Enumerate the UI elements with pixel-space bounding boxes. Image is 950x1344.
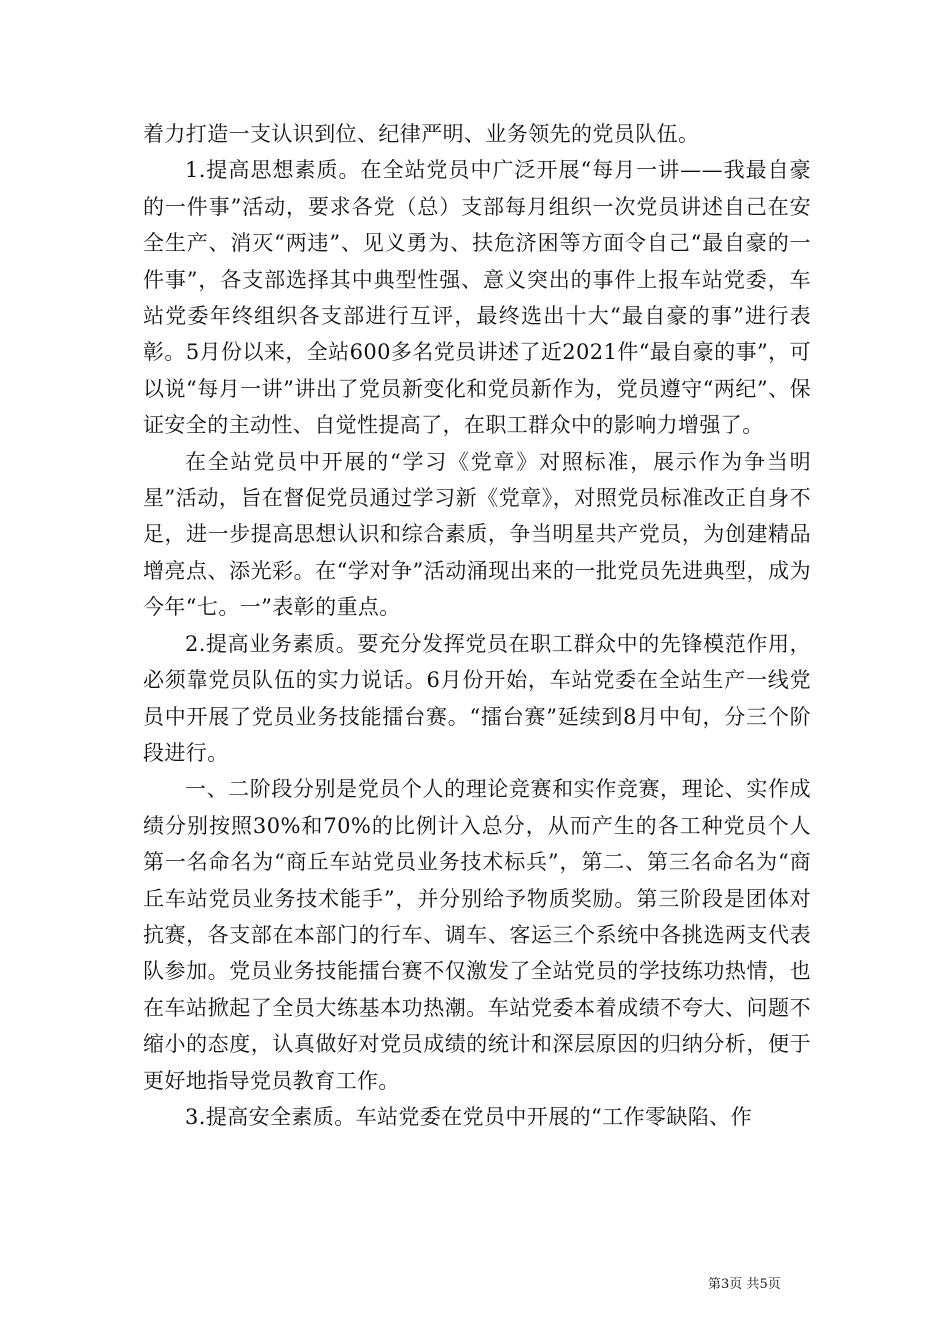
paragraph-party-constitution-activity: 在全站党员中开展的“学习《党章》对照标准，展示作为争当明星”活动，旨在督促党员通过学习新《党章》，对照党员标准改正自身不足，进一步提高思想认识和综合素质，争当明星共产党员，为创建精品增亮点、添光彩。在“学对争”活动涌现出来的一批党员先进典型，成为今年“七。一”表彰的重点。 xyxy=(143,449,811,620)
paragraph-ideological-quality: 1.提高思想素质。在全站党员中广泛开展“每月一讲——我最自豪的一件事”活动，要求各党（总）支部每月组织一次党员讲述自己在安全生产、消灭“两违”、见义勇为、扶危济困等方面令自己“最自豪的一件事”，各支部选择其中典型性强、意义突出的事件上报车站党委，车站党委年终组织各支部进行互评，最终选出十大“最自豪的事”进行表彰。5月份以来，全站600多名党员讲述了近2021件“最自豪的事”，可以说“每月一讲”讲出了党员新变化和党员新作为，党员遵守“两纪”、保证安全的主动性、自觉性提高了，在职工群众中的影响力增强了。 xyxy=(143,158,811,438)
paragraph-safety-quality: 3.提高安全素质。车站党委在党员中开展的“工作零缺陷、作 xyxy=(185,1104,752,1129)
footer-suffix: 页 xyxy=(767,1277,781,1292)
footer-total-pages: 5 xyxy=(759,1277,768,1292)
paragraph-continuation: 着力打造一支认识到位、纪律严明、业务领先的党员队伍。 xyxy=(143,122,700,146)
body-text xyxy=(143,116,811,1135)
footer-prefix: 第 xyxy=(708,1277,722,1292)
paragraph-business-quality: 2.提高业务素质。要充分发挥党员在职工群众中的先锋模范作用，必须靠党员队伍的实力说话。6月份开始，车站党委在全站生产一线党员中开展了党员业务技能擂台赛。“擂台赛”延续到8月中旬，分三个阶段进行。 xyxy=(143,631,811,765)
paragraph-competition-stages: 一、二阶段分别是党员个人的理论竞赛和实作竞赛，理论、实作成绩分别按照30%和70%的比例计入总分，从而产生的各工种党员个人第一名命名为“商丘车站党员业务技术标兵”，第二、第三名命名为“商丘车站党员业务技术能手”，并分别给予物质奖励。第三阶段是团体对抗赛，各支部在本部门的行车、调车、客运三个系统中各挑选两支代表队参加。党员业务技能擂台赛不仅激发了全站党员的学技练功热情，也在车站掀起了全员大练基本功热潮。车站党委本着成绩不夸大、问题不缩小的态度，认真做好对党员成绩的统计和深层原因的归纳分析，便于更好地指导党员教育工作。 xyxy=(143,777,811,1093)
page-number-footer xyxy=(708,1276,781,1294)
footer-current-page: 3 xyxy=(721,1277,730,1292)
footer-middle: 页 共 xyxy=(729,1277,760,1292)
